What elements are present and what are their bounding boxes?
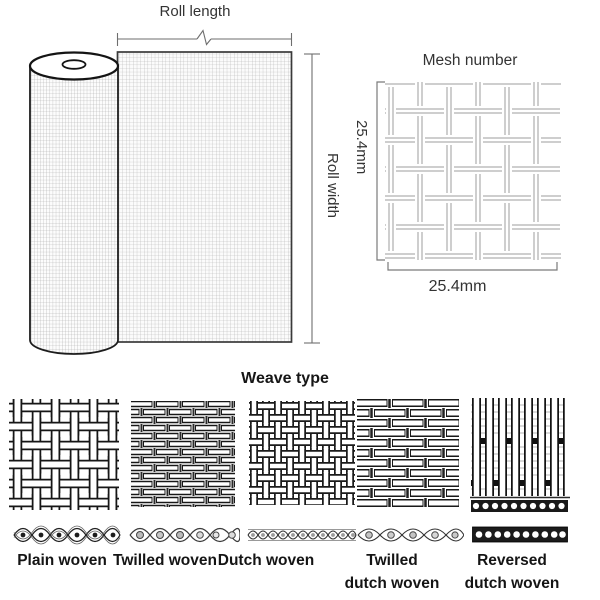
dutch-woven-pattern-icon [248, 400, 356, 506]
roll-length-dimension [118, 31, 292, 47]
roll-cylinder [30, 66, 118, 354]
roll-width-dimension [304, 54, 320, 343]
weave-label-line: Twilled woven [113, 552, 217, 569]
weave-label-line: Dutch woven [217, 552, 315, 569]
twilled-dutch-woven-pattern-icon [356, 398, 460, 508]
weave-label-reversed-dutch-woven [448, 549, 576, 595]
mesh-roll-illustration [0, 25, 350, 365]
weave-label-twilled-dutch-woven [332, 549, 452, 595]
weave-label-line: Plain woven [17, 552, 107, 569]
weave-label-line: Twilled [366, 552, 418, 569]
weave-type-title: Weave type [241, 370, 329, 387]
reversed-dutch-woven-pattern-icon [470, 398, 570, 514]
dutch-woven-cross-section-icon [246, 524, 358, 546]
mesh-number-title: Mesh number [422, 52, 518, 69]
mesh-vertical-dimension [377, 82, 385, 260]
woven-mesh-sample [385, 82, 561, 260]
roll-core-hole [63, 60, 86, 69]
roll-width-label: Roll width [324, 153, 341, 219]
plain-woven-cross-section-icon [12, 523, 122, 547]
mesh-horizontal-dimension-label: 25.4mm [428, 278, 487, 295]
weave-label-line: dutch woven [464, 575, 560, 592]
mesh-horizontal-dimension [388, 262, 557, 270]
twilled-woven-pattern-icon [130, 400, 236, 508]
plain-woven-pattern-icon [8, 398, 120, 511]
weave-label-dutch-woven [207, 549, 325, 572]
twilled-woven-cross-section-icon [128, 523, 240, 547]
mesh-sheet [118, 52, 292, 342]
weave-label-line: Reversed [477, 552, 547, 569]
roll-length-label: Roll length [159, 3, 231, 20]
mesh-vertical-dimension-label: 25.4mm [353, 120, 370, 175]
break-symbol [197, 31, 211, 45]
reversed-dutch-woven-cross-section-icon [472, 525, 568, 545]
twilled-dutch-woven-cross-section-icon [356, 523, 464, 547]
weave-label-line: dutch woven [344, 575, 440, 592]
